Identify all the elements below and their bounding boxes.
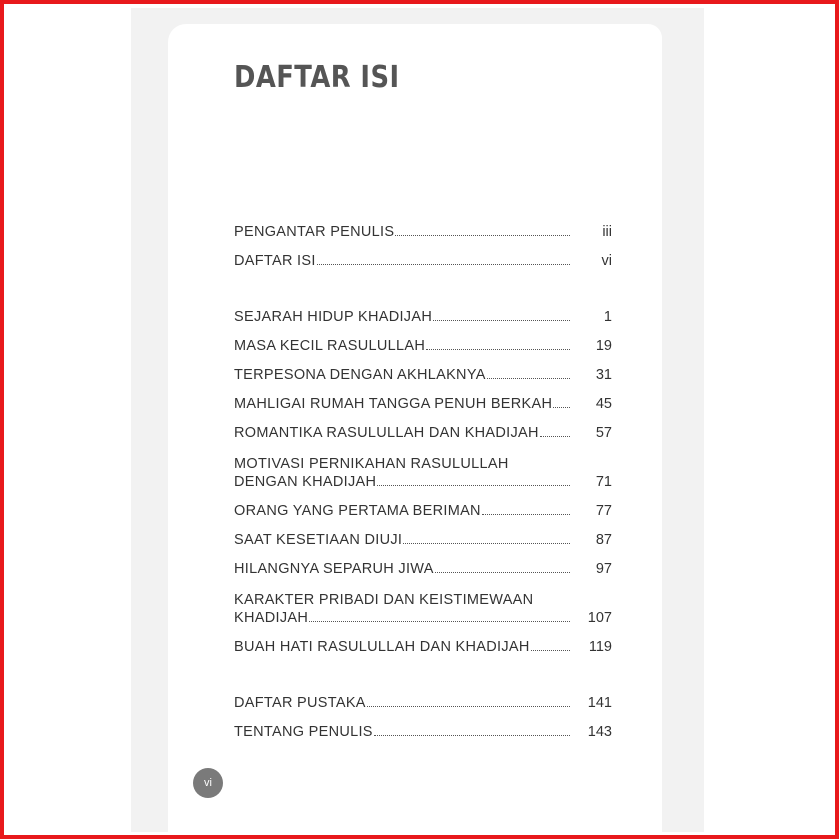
toc-group xyxy=(234,693,612,751)
dot-leader-line xyxy=(531,649,570,651)
toc-entry-page-number: 71 xyxy=(595,474,612,490)
toc-entry[interactable] xyxy=(234,452,612,501)
toc-entry-line xyxy=(234,724,612,744)
toc-entry[interactable] xyxy=(234,588,612,637)
toc-entry[interactable] xyxy=(234,637,612,666)
toc-entry-title: SEJARAH HIDUP KHADIJAH xyxy=(234,309,433,325)
toc-entry-page-number: 143 xyxy=(587,724,612,740)
toc-entry[interactable] xyxy=(234,559,612,588)
dot-leader xyxy=(366,705,584,712)
toc-entry-title: DENGAN KHADIJAH xyxy=(234,474,377,490)
toc-entry-title: DAFTAR PUSTAKA xyxy=(234,695,366,711)
dot-leader xyxy=(530,649,584,656)
toc-entry-title: HILANGNYA SEPARUH JIWA xyxy=(234,561,434,577)
toc-entry-title-line1: MOTIVASI PERNIKAHAN RASULULLAH xyxy=(234,456,509,472)
dot-leader-line xyxy=(374,734,570,736)
table-of-contents xyxy=(234,222,612,751)
toc-entry[interactable] xyxy=(234,394,612,423)
dot-leader xyxy=(434,571,584,578)
dot-leader xyxy=(373,734,584,741)
dot-leader-line xyxy=(395,234,570,236)
dot-leader xyxy=(425,348,584,355)
toc-entry-line xyxy=(234,610,612,630)
toc-entry-title: PENGANTAR PENULIS xyxy=(234,224,395,240)
toc-entry-title: KHADIJAH xyxy=(234,610,309,626)
dot-leader xyxy=(316,263,584,270)
toc-entry-line xyxy=(234,224,612,244)
dot-leader xyxy=(552,406,584,413)
toc-entry-title: ORANG YANG PERTAMA BERIMAN xyxy=(234,503,481,519)
dot-leader-line xyxy=(435,571,570,573)
toc-entry[interactable] xyxy=(234,722,612,751)
toc-entry-page-number: 97 xyxy=(595,561,612,577)
toc-entry-title: MAHLIGAI RUMAH TANGGA PENUH BERKAH xyxy=(234,396,553,412)
toc-entry-page-number: 119 xyxy=(588,639,612,655)
toc-entry[interactable] xyxy=(234,423,612,452)
dot-leader-line xyxy=(482,513,570,515)
page-number-badge: vi xyxy=(193,768,223,798)
dot-leader-line xyxy=(403,542,570,544)
dot-leader xyxy=(402,542,584,549)
dot-leader xyxy=(486,377,584,384)
dot-leader-line xyxy=(540,435,570,437)
toc-entry-line xyxy=(234,639,612,659)
toc-entry-line xyxy=(234,425,612,445)
toc-entry-title: MASA KECIL RASULULLAH xyxy=(234,338,426,354)
toc-entry-title: SAAT KESETIAAN DIUJI xyxy=(234,532,403,548)
dot-leader xyxy=(481,513,584,520)
toc-entry[interactable] xyxy=(234,336,612,365)
toc-entry[interactable] xyxy=(234,530,612,559)
page-title: DAFTAR ISI xyxy=(234,60,400,95)
dot-leader-line xyxy=(309,620,570,622)
toc-group xyxy=(234,222,612,280)
dot-leader-line xyxy=(433,319,570,321)
toc-entry-page-number: 1 xyxy=(603,309,612,325)
toc-entry-title: BUAH HATI RASULULLAH DAN KHADIJAH xyxy=(234,639,530,655)
toc-entry-page-number: iii xyxy=(602,224,612,240)
toc-entry-line xyxy=(234,309,612,329)
toc-entry-page-number: vi xyxy=(601,253,612,269)
toc-entry-page-number: 77 xyxy=(595,503,612,519)
toc-entry-line xyxy=(234,396,612,416)
toc-entry-line xyxy=(234,474,612,494)
dot-leader xyxy=(539,435,584,442)
toc-entry[interactable] xyxy=(234,251,612,280)
toc-entry-page-number: 87 xyxy=(595,532,612,548)
dot-leader-line xyxy=(487,377,570,379)
toc-entry-line xyxy=(234,695,612,715)
dot-leader xyxy=(376,484,584,491)
dot-leader xyxy=(394,234,584,241)
toc-entry[interactable] xyxy=(234,222,612,251)
toc-entry-page-number: 31 xyxy=(595,367,612,383)
toc-entry-page-number: 45 xyxy=(595,396,612,412)
toc-entry-line xyxy=(234,532,612,552)
dot-leader-line xyxy=(553,406,570,408)
dot-leader-line xyxy=(426,348,570,350)
toc-entry-title-line1: KARAKTER PRIBADI DAN KEISTIMEWAAN xyxy=(234,592,534,608)
toc-entry-title: ROMANTIKA RASULULLAH DAN KHADIJAH xyxy=(234,425,539,441)
dot-leader-line xyxy=(317,263,570,265)
toc-entry[interactable] xyxy=(234,501,612,530)
dot-leader-line xyxy=(377,484,570,486)
dot-leader xyxy=(432,319,584,326)
toc-entry-page-number: 19 xyxy=(595,338,612,354)
toc-entry-page-number: 107 xyxy=(587,610,612,626)
toc-entry-line xyxy=(234,367,612,387)
toc-entry-title: DAFTAR ISI xyxy=(234,253,316,269)
toc-entry-line xyxy=(234,253,612,273)
dot-leader xyxy=(308,620,584,627)
toc-entry-line xyxy=(234,338,612,358)
toc-entry-line xyxy=(234,503,612,523)
toc-entry-title: TERPESONA DENGAN AKHLAKNYA xyxy=(234,367,486,383)
toc-entry[interactable] xyxy=(234,693,612,722)
toc-entry[interactable] xyxy=(234,365,612,394)
toc-group xyxy=(234,307,612,666)
toc-entry[interactable] xyxy=(234,307,612,336)
toc-entry-page-number: 57 xyxy=(595,425,612,441)
dot-leader-line xyxy=(367,705,570,707)
toc-entry-title: TENTANG PENULIS xyxy=(234,724,373,740)
toc-entry-line xyxy=(234,561,612,581)
toc-entry-page-number: 141 xyxy=(587,695,612,711)
